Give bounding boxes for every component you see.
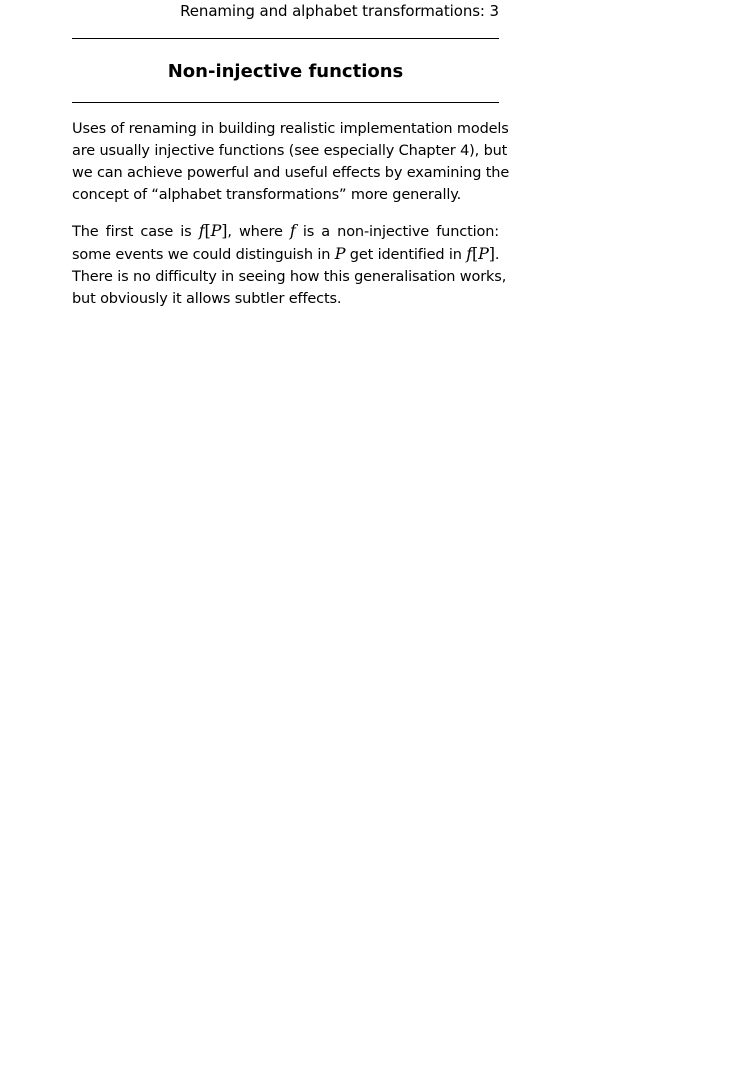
paragraph-1-line-3: we can achieve powerful and useful effects by examining the [72, 165, 510, 181]
math-f-of-p [466, 244, 495, 263]
math-close-bracket: ] [488, 244, 495, 263]
math-open-bracket: [ [204, 221, 211, 240]
math-p: P [478, 244, 489, 263]
math-f: f [289, 221, 296, 240]
math-f: f [198, 221, 205, 240]
paragraph-1-line-4: concept of “alphabet transformations” more generally. [72, 187, 462, 203]
text-run: get identified in [345, 247, 467, 263]
math-p: P [210, 221, 222, 240]
paragraph-1-line-1: Uses of renaming in building realistic implementation models [72, 121, 509, 137]
paragraph-2-line-3: There is no difficulty in seeing how this generalisation works, [72, 269, 507, 285]
paragraph-1 [72, 118, 510, 206]
math-f: f [466, 244, 473, 263]
paragraph-2-line-2 [72, 243, 499, 266]
text-run: The first case is [72, 224, 199, 240]
paragraph-1-line-2: are usually injective functions (see especially Chapter 4), but [72, 143, 508, 159]
text-run: some events we could distinguish in [72, 247, 335, 263]
math-p: P [334, 244, 346, 263]
top-rule [72, 38, 499, 39]
math-open-bracket: [ [472, 244, 479, 263]
section-title: Non-injective functions [167, 61, 404, 82]
body-text [72, 118, 510, 324]
paragraph-2 [72, 220, 507, 310]
math-f-of-p [199, 221, 228, 240]
bottom-rule [72, 102, 499, 103]
text-run: is a non-injective function: [295, 224, 499, 240]
text-run: . [494, 247, 500, 263]
paragraph-2-line-1 [72, 220, 499, 243]
math-close-bracket: ] [221, 221, 228, 240]
text-run: , where [227, 224, 290, 240]
paragraph-2-line-4: but obviously it allows subtler effects. [72, 291, 342, 307]
running-header: Renaming and alphabet transformations: 3 [180, 2, 499, 20]
